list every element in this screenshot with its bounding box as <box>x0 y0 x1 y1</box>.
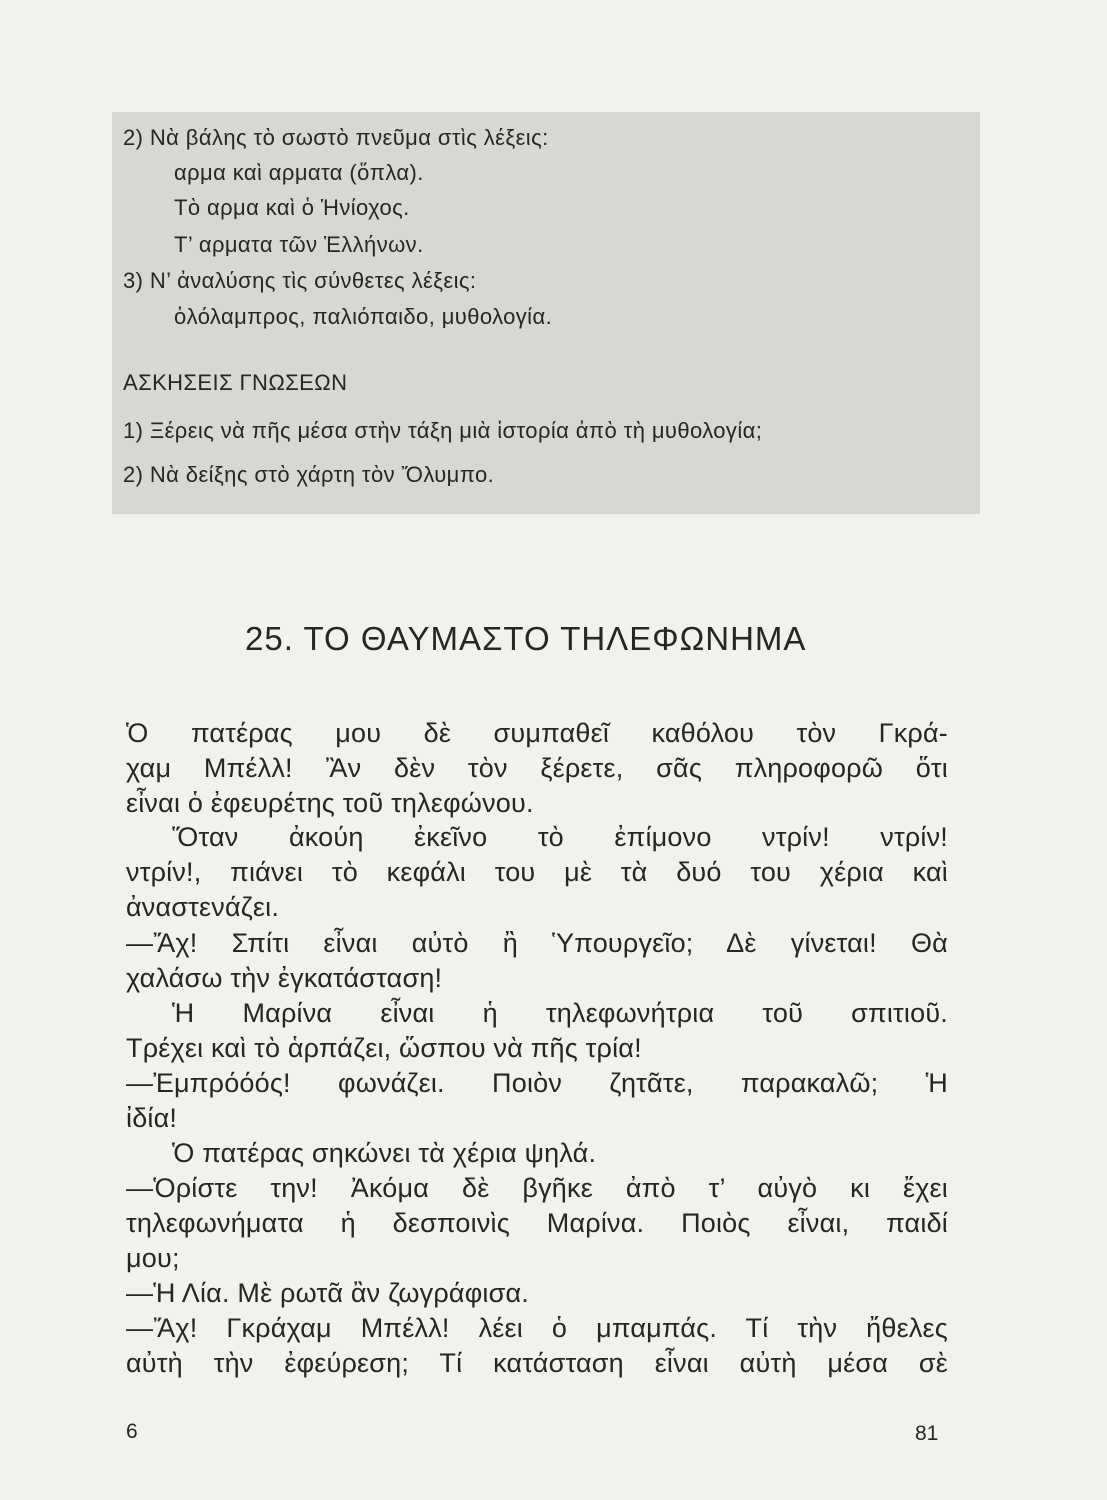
body-line: εἶναι ὁ ἐφευρέτης τοῦ τηλεφώνου. <box>126 788 534 818</box>
body-line: —Ἡ Λία. Μὲ ρωτᾶ ἂν ζωγράφισα. <box>126 1278 529 1308</box>
knowledge-item: 1) Ξέρεις νὰ πῆς μέσα στὴν τάξη μιὰ ἱστορία ἀπὸ τὴ μυθολογία; <box>123 418 763 443</box>
body-line: τηλεφωνήματα ἡ δεσποινὶς Μαρίνα. Ποιὸς εἶναι, παιδί <box>126 1208 948 1238</box>
exercise-line: 2) Νὰ βάλης τὸ σωστὸ πνεῦμα στὶς λέξεις: <box>123 125 549 150</box>
body-line: μου; <box>126 1243 180 1273</box>
chapter-title: 25. ΤΟ ΘΑΥΜΑΣΤΟ ΤΗΛΕΦΩΝΗΜΑ <box>245 620 807 657</box>
exercise-line: ὁλόλαμπρος, παλιόπαιδο, μυθολογία. <box>174 304 553 329</box>
body-line: Ὁ πατέρας σηκώνει τὰ χέρια ψηλά. <box>172 1138 597 1168</box>
body-line: Ὅταν ἀκούη ἐκεῖνο τὸ ἐπίμονο ντρίν! ντρίν! <box>172 822 948 852</box>
knowledge-item: 2) Νὰ δείξης στὸ χάρτη τὸν Ὄλυμπο. <box>123 462 495 487</box>
signature-mark: 6 <box>126 1420 138 1443</box>
exercise-line: Τὸ αρμα καὶ ὁ Ἡνίοχος. <box>174 195 410 220</box>
body-line: —Ἄχ! Σπίτι εἶναι αὐτὸ ἢ Ὑπουργεῖο; Δὲ γίνεται! Θὰ <box>126 928 948 958</box>
page-number: 81 <box>915 1422 939 1445</box>
body-line: χαμ Μπέλλ! Ἂν δὲν τὸν ξέρετε, σᾶς πληροφορῶ ὅτι <box>126 753 948 783</box>
body-line: ντρίν!, πιάνει τὸ κεφάλι του μὲ τὰ δυό του χέρια καὶ <box>126 857 948 887</box>
body-line: Ἡ Μαρίνα εἶναι ἡ τηλεφωνήτρια τοῦ σπιτιοῦ. <box>172 998 948 1028</box>
body-line: χαλάσω τὴν ἐγκατάσταση! <box>126 963 443 993</box>
body-line: ἀναστενάζει. <box>126 892 280 922</box>
body-line: —Ὁρίστε την! Ἀκόμα δὲ βγῆκε ἀπὸ τ’ αὐγὸ κι ἔχει <box>126 1173 948 1203</box>
body-line: Ὁ πατέρας μου δὲ συμπαθεῖ καθόλου τὸν Γκρά- <box>126 718 948 748</box>
exercise-line: Τ’ αρματα τῶν Ἑλλήνων. <box>174 232 424 257</box>
body-line: —Ἐμπρόόός! φωνάζει. Ποιὸν ζητᾶτε, παρακαλῶ; Ἡ <box>126 1068 948 1098</box>
exercise-line: 3) Ν’ ἀναλύσης τὶς σύνθετες λέξεις: <box>123 268 477 293</box>
knowledge-heading: ΑΣΚΗΣΕΙΣ ΓΝΩΣΕΩΝ <box>123 370 348 395</box>
body-line: ἰδία! <box>126 1103 178 1133</box>
exercise-line: αρμα καὶ αρματα (ὅπλα). <box>174 160 424 185</box>
body-line: αὐτὴ τὴν ἐφεύρεση; Τί κατάσταση εἶναι αὐτὴ μέσα σὲ <box>126 1348 948 1378</box>
body-line: —Ἄχ! Γκράχαμ Μπέλλ! λέει ὁ μπαμπάς. Τί τὴν ἤθελες <box>126 1313 948 1343</box>
body-line: Τρέχει καὶ τὸ ἁρπάζει, ὥσπου νὰ πῆς τρία! <box>126 1033 642 1063</box>
